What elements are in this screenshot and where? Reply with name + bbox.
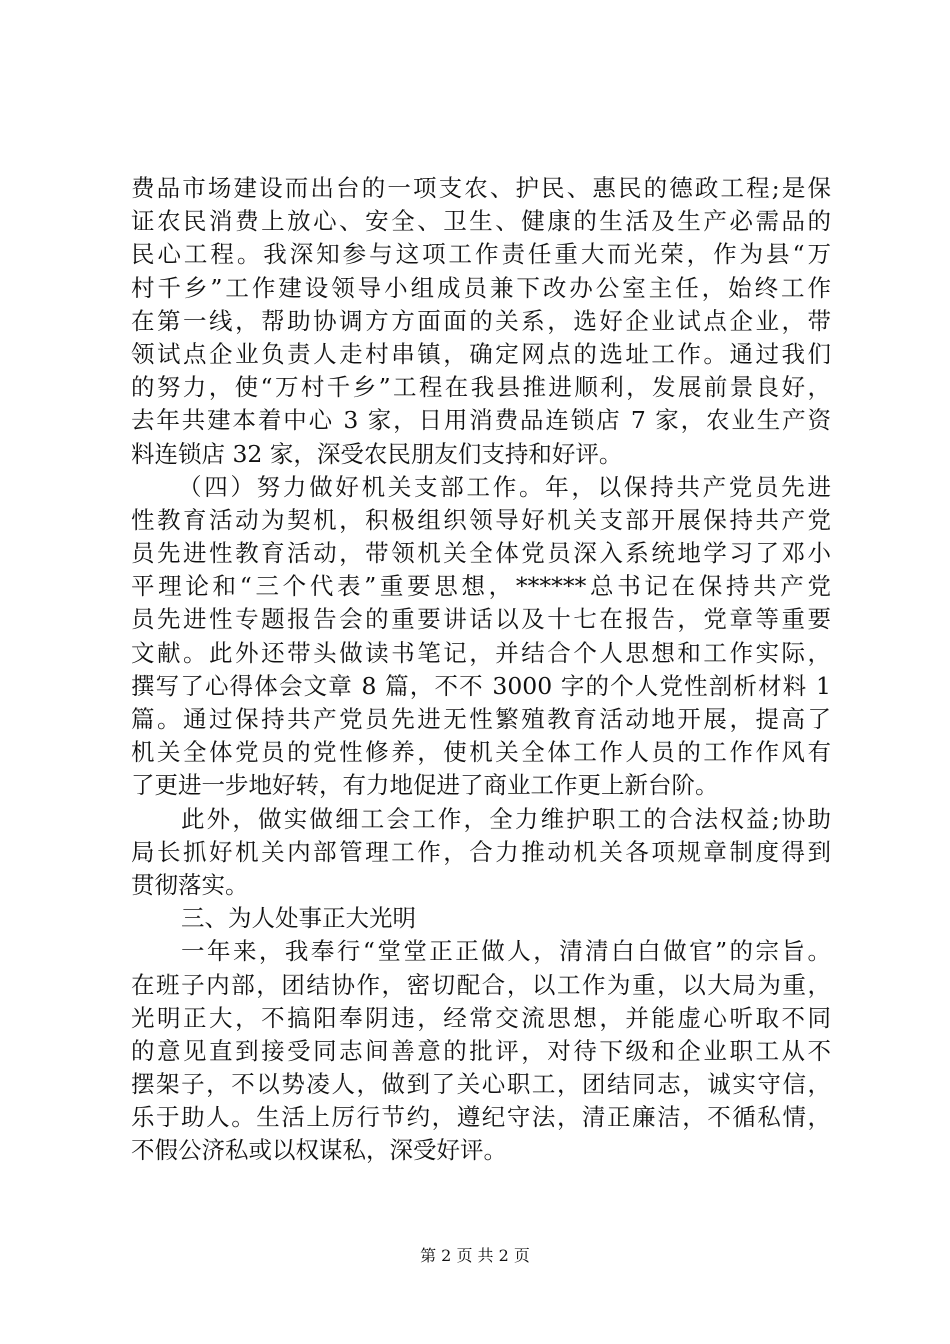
text-line: 民心工程。我深知参与这项工作责任重大而光荣，作为县“万 — [131, 240, 831, 269]
text-line: 员先进性专题报告会的重要讲话以及十七在报告，党章等重要 — [131, 605, 831, 634]
text-line: 村千乡”工作建设领导小组成员兼下改办公室主任，始终工作 — [131, 273, 831, 302]
text-line: 文献。此外还带头做读书笔记，并结合个人思想和工作实际， — [131, 638, 831, 667]
text-line: 在第一线，帮助协调方方面面的关系，选好企业试点企业，带 — [131, 306, 831, 335]
text-line: 去年共建本着中心 3 家，日用消费品连锁店 7 家，农业生产资 — [131, 406, 831, 435]
text-line: 的努力，使“万村千乡”工程在我县推进顺利，发展前景良好， — [131, 373, 831, 402]
text-line: 员先进性教育活动，带领机关全体党员深入系统地学习了邓小 — [131, 539, 831, 568]
text-line: 光明正大，不搞阳奉阴违，经常交流思想，并能虚心听取不同 — [131, 1003, 831, 1032]
paragraph-start-line: （四）努力做好机关支部工作。年，以保持共产党员先进 — [178, 472, 831, 501]
page-number-footer: 第 2 页 共 2 页 — [420, 1246, 530, 1265]
text-line: 领试点企业负责人走村串镇，确定网点的选址工作。通过我们 — [131, 339, 831, 368]
section-heading: 三、为人处事正大光明 — [181, 904, 416, 933]
text-line: 摆架子，不以势凌人，做到了关心职工，团结同志，诚实守信， — [131, 1070, 831, 1099]
text-line: 不假公济私或以权谋私，深受好评。 — [131, 1136, 507, 1165]
paragraph-start-line: 一年来，我奉行“堂堂正正做人，清清白白做官”的宗旨。 — [181, 937, 831, 966]
text-line: 篇。通过保持共产党员先进无性繁殖教育活动地开展，提高了 — [131, 705, 831, 733]
text-line: 料连锁店 32 家，深受农民朋友们支持和好评。 — [131, 439, 623, 468]
text-line: 了更进一步地好转，有力地促进了商业工作更上新台阶。 — [131, 771, 719, 800]
text-line: 在班子内部，团结协作，密切配合，以工作为重，以大局为重， — [131, 970, 831, 999]
text-line: 费品市场建设而出台的一项支农、护民、惠民的德政工程;是保 — [131, 174, 831, 202]
text-line: 机关全体党员的党性修养，使机关全体工作人员的工作作风有 — [131, 738, 831, 767]
text-line: 证农民消费上放心、安全、卫生、健康的生活及生产必需品的 — [131, 207, 831, 236]
text-line: 平理论和“三个代表”重要思想，******总书记在保持共产党 — [131, 572, 831, 601]
text-line: 贯彻落实。 — [131, 870, 249, 899]
text-line: 的意见直到接受同志间善意的批评，对待下级和企业职工从不 — [131, 1036, 831, 1065]
text-line: 局长抓好机关内部管理工作，合力推动机关各项规章制度得到 — [131, 837, 831, 866]
text-line: 乐于助人。生活上厉行节约，遵纪守法，清正廉洁，不循私情， — [131, 1103, 831, 1132]
paragraph-start-line: 此外，做实做细工会工作，全力维护职工的合法权益;协助 — [181, 804, 831, 833]
text-line: 性教育活动为契机，积极组织领导好机关支部开展保持共产党 — [131, 505, 831, 534]
text-line: 撰写了心得体会文章 8 篇，不不 3000 字的个人党性剖析材料 1 — [131, 671, 831, 700]
document-body — [131, 172, 831, 1168]
